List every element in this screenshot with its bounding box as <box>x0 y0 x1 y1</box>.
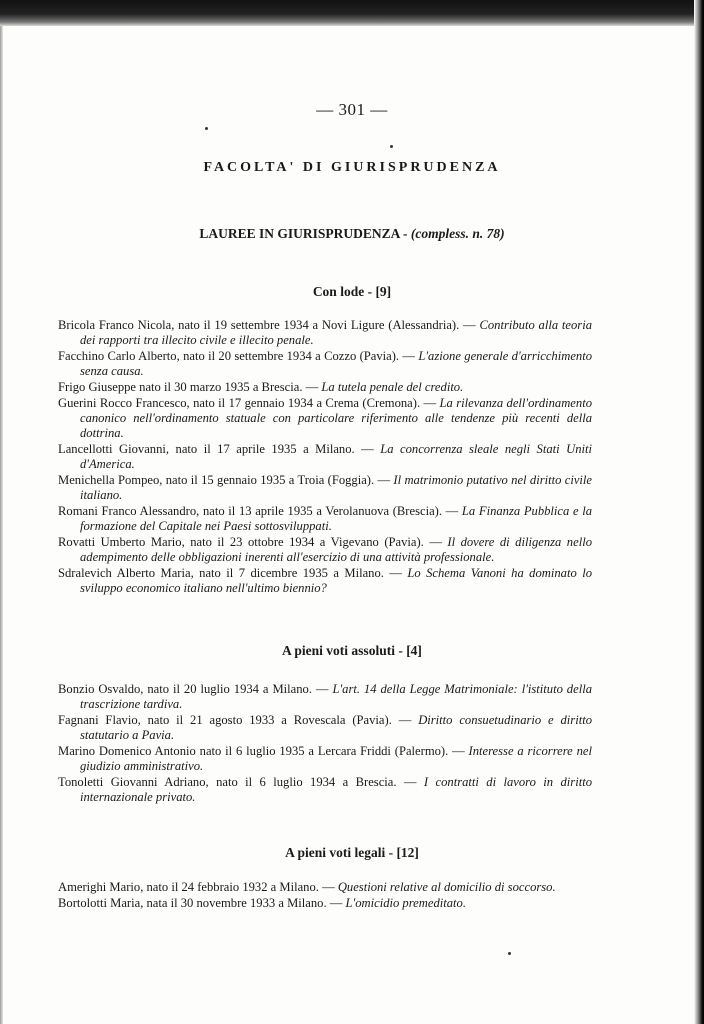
entry-thesis-title: Questioni relative al domicilio di soccorso. <box>337 880 556 894</box>
page-number: — 301 — <box>316 100 388 119</box>
entry-info: Sdralevich Alberto Maria, nato il 7 dicembre 1935 a Milano. — <box>58 566 408 580</box>
scan-right-edge <box>694 0 704 1024</box>
entry-list-pieni-voti-legali <box>58 880 592 912</box>
entry-info: Guerini Rocco Francesco, nato il 17 gennaio 1934 a Crema (Cremona). — <box>58 396 440 410</box>
degrees-count: (compless. n. 78) <box>410 226 505 241</box>
list-item <box>58 713 592 743</box>
entry-thesis-title: La rilevanza dell'ordinamento canonico nell'ordinamento statuale con particolare riferimento alle tendenze più recenti della dottrina. <box>80 396 592 440</box>
entry-thesis-title: La tutela penale del credito. <box>321 380 464 394</box>
section-title-pieni-voti-legali: A pieni voti legali - [12] <box>285 845 419 860</box>
entry-thesis-title: Contributo alla teoria dei rapporti tra illecito civile e illecito penale. <box>80 318 592 347</box>
entry-thesis-title: L'azione generale d'arricchimento senza causa. <box>80 349 593 378</box>
entry-thesis-title: L'omicidio premeditato. <box>345 896 466 910</box>
entry-info: Bonzio Osvaldo, nato il 20 luglio 1934 a Milano. — <box>58 682 333 696</box>
entry-list-pieni-voti-assoluti <box>58 682 592 806</box>
section-title-con-lode: Con lode - [9] <box>312 284 392 299</box>
list-item <box>58 473 592 503</box>
entry-thesis-title: Interesse a ricorrere nel giudizio amministrativo. <box>80 744 592 773</box>
list-item <box>58 744 592 774</box>
entry-thesis-title: I contratti di lavoro in diritto internazionale privato. <box>80 775 592 804</box>
entry-info: Romani Franco Alessandro, nato il 13 aprile 1935 a Verolanuova (Brescia). — <box>58 504 462 518</box>
entry-list-con-lode <box>58 318 592 597</box>
entry-thesis-title: Il matrimonio putativo nel diritto civile italiano. <box>80 473 592 502</box>
entry-info: Bortolotti Maria, nata il 30 novembre 1933 a Milano. — <box>58 896 346 910</box>
entry-info: Facchino Carlo Alberto, nato il 20 settembre 1934 a Cozzo (Pavia). — <box>58 349 419 363</box>
entry-info: Tonoletti Giovanni Adriano, nato il 6 luglio 1934 a Brescia. — <box>58 775 424 789</box>
list-item <box>58 775 592 805</box>
degrees-label: LAUREE IN GIURISPRUDENZA - <box>199 226 408 241</box>
entry-thesis-title: Lo Schema Vanoni ha dominato lo sviluppo economico italiano nell'ultimo biennio? <box>80 566 592 595</box>
entry-thesis-title: Diritto consuetudinario e diritto statutario a Pavia. <box>80 713 592 742</box>
list-item <box>58 880 592 895</box>
list-item <box>58 566 592 596</box>
list-item <box>58 442 592 472</box>
entry-thesis-title: Il dovere di diligenza nello adempimento delle obbligazioni inerenti all'esercizio di una attività professionale. <box>80 535 592 564</box>
entry-info: Lancellotti Giovanni, nato il 17 aprile 1935 a Milano. — <box>58 442 381 456</box>
list-item <box>58 380 592 395</box>
entry-info: Frigo Giuseppe nato il 30 marzo 1935 a Brescia. — <box>58 380 322 394</box>
entry-thesis-title: L'art. 14 della Legge Matrimoniale: l'istituto della trascrizione tardiva. <box>80 682 592 711</box>
entry-info: Marino Domenico Antonio nato il 6 luglio 1935 a Lercara Friddi (Palermo). — <box>58 744 469 758</box>
section-title-pieni-voti-assoluti: A pieni voti assoluti - [4] <box>282 643 422 658</box>
entry-thesis-title: La concorrenza sleale negli Stati Uniti d'America. <box>80 442 592 471</box>
list-item <box>58 682 592 712</box>
scan-speck <box>205 127 208 130</box>
degrees-heading <box>0 226 704 242</box>
list-item <box>58 349 592 379</box>
scan-speck <box>390 145 393 148</box>
scan-speck <box>508 952 511 955</box>
list-item <box>58 396 592 441</box>
entry-info: Fagnani Flavio, nato il 21 agosto 1933 a Rovescala (Pavia). — <box>58 713 419 727</box>
entry-info: Bricola Franco Nicola, nato il 19 settembre 1934 a Novi Ligure (Alessandria). — <box>58 318 480 332</box>
entry-thesis-title: La Finanza Pubblica e la formazione del Capitale nei Paesi sottosviluppati. <box>80 504 592 533</box>
entry-info: Rovatti Umberto Mario, nato il 23 ottobre 1934 a Vigevano (Pavia). — <box>58 535 448 549</box>
faculty-heading: FACOLTA' DI GIURISPRUDENZA <box>203 160 501 175</box>
entry-info: Amerighi Mario, nato il 24 febbraio 1932 a Milano. — <box>58 880 338 894</box>
list-item <box>58 896 592 911</box>
entry-info: Menichella Pompeo, nato il 15 gennaio 1935 a Troia (Foggia). — <box>58 473 394 487</box>
scan-top-edge <box>0 0 704 26</box>
list-item <box>58 504 592 534</box>
list-item <box>58 318 592 348</box>
list-item <box>58 535 592 565</box>
